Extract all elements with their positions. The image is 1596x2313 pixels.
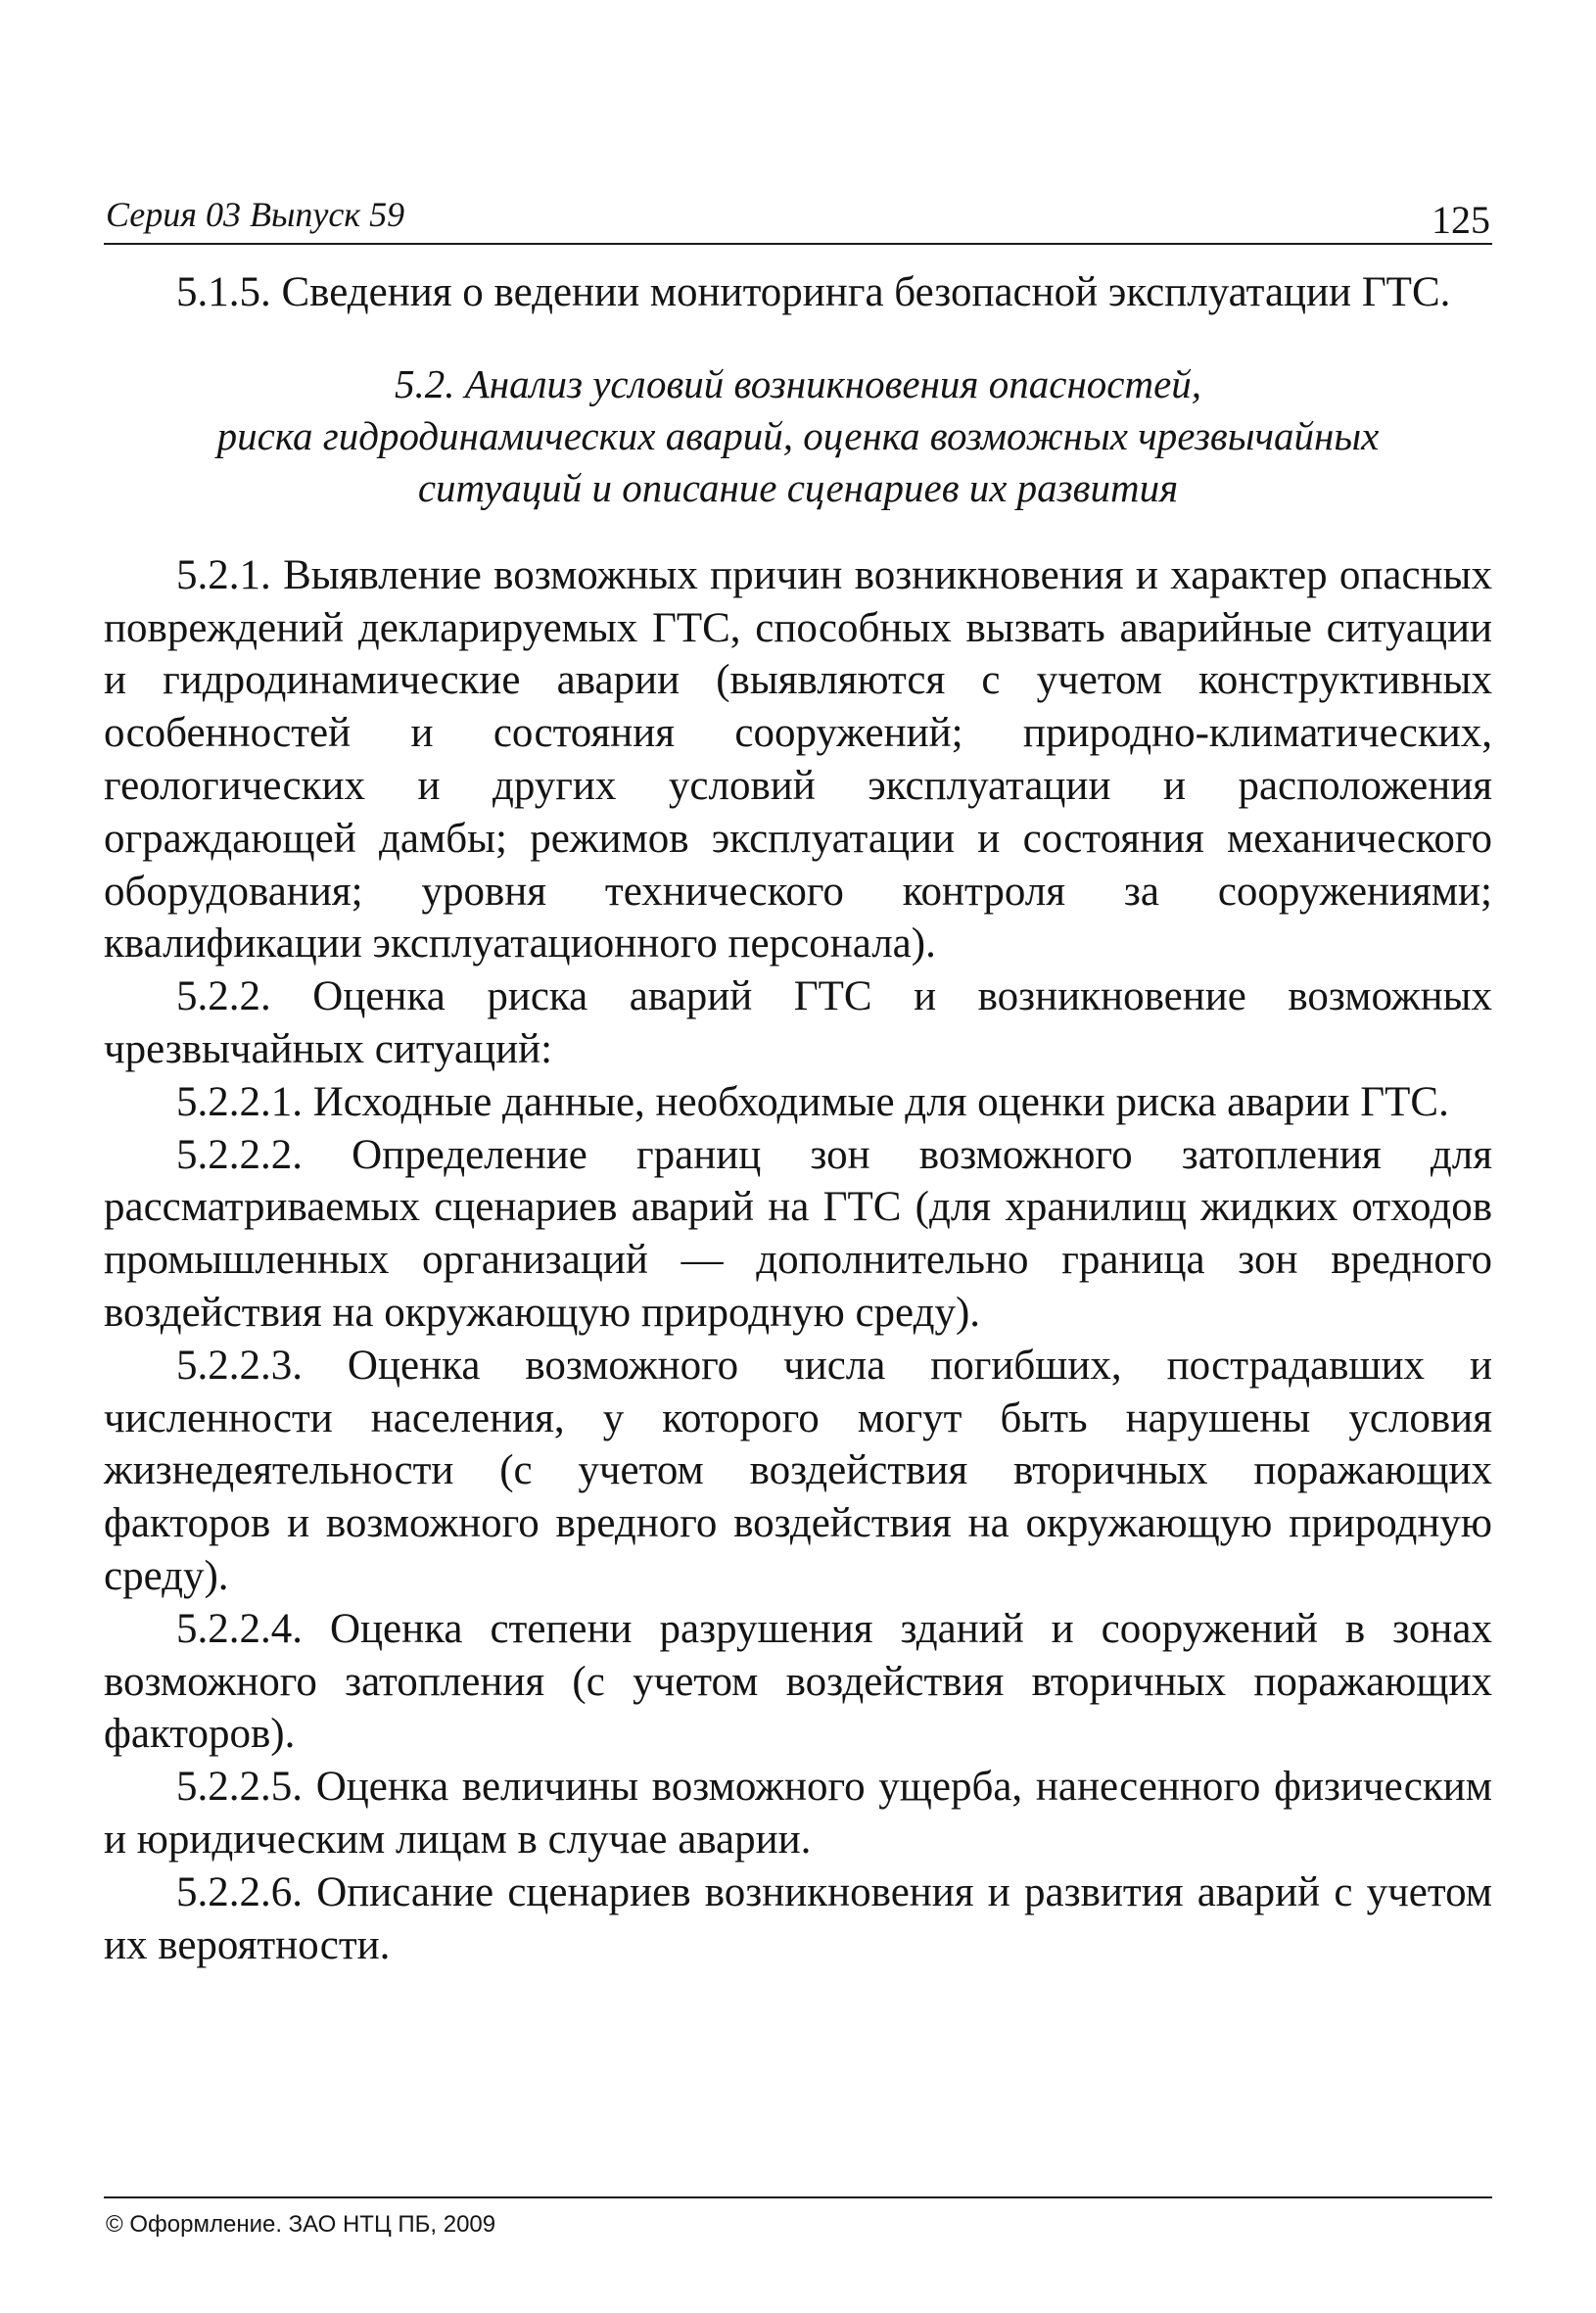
series-issue-label: Серия 03 Выпуск 59 — [106, 195, 405, 234]
page-number: 125 — [1432, 198, 1490, 242]
section-5-2-title — [104, 358, 1492, 514]
section-title-line: 5.2. Анализ условий возникновения опасностей, — [394, 360, 1202, 406]
section-title-line: риска гидродинамических аварий, оценка возможных чрезвычайных — [216, 412, 1380, 458]
page-body — [104, 266, 1492, 1971]
section-title-line: ситуаций и описание сценариев их развития — [417, 464, 1179, 510]
paragraph-5-2-2-2: 5.2.2.2. Определение границ зон возможного затопления для рассматриваемых сценариев аварий на ГТС (для хранилищ жидких отходов промышленных организаций — дополнительно граница зон вредного воздействия на окружающую природную среду). — [104, 1131, 1492, 1336]
paragraph-5-2-2: 5.2.2. Оценка риска аварий ГТС и возникновение возможных чрезвычайных ситуаций: — [104, 973, 1492, 1072]
paragraph-5-2-1: 5.2.1. Выявление возможных причин возникновения и характер опасных повреждений декларируемых ГТС, способных вызвать аварийные ситуации и гидродинамические аварии (выявляются с учетом конструктивных особенностей и состояния сооружений; природно-климатических, геологических и других условий эксплуатации и расположения ограждающей дамбы; режимов эксплуатации и состояния механического оборудования; уровня технического контроля за сооружениями; квалификации эксплуатационного персонала). — [104, 551, 1492, 968]
copyright-notice: © Оформление. ЗАО НТЦ ПБ, 2009 — [106, 2211, 496, 2238]
paragraph-5-2-2-1: 5.2.2.1. Исходные данные, необходимые для оценки риска аварии ГТС. — [176, 1078, 1449, 1125]
paragraph-5-2-2-4: 5.2.2.4. Оценка степени разрушения зданий и сооружений в зонах возможного затопления (с учетом воздействия вторичных поражающих факторов). — [104, 1605, 1492, 1758]
paragraph-5-1-5: 5.1.5. Сведения о ведении мониторинга безопасной эксплуатации ГТС. — [176, 269, 1451, 315]
running-header — [104, 192, 1492, 245]
paragraph-5-2-2-5: 5.2.2.5. Оценка величины возможного ущерба, нанесенного физическим и юридическим лицам в случае аварии. — [104, 1764, 1492, 1863]
paragraph-5-2-2-3: 5.2.2.3. Оценка возможного числа погибших, пострадавших и численности населения, у которого могут быть нарушены условия жизнедеятельности (с учетом воздействия вторичных поражающих факторов и возможного вредного воздействия на окружающую природную среду). — [104, 1342, 1492, 1599]
document-page — [104, 0, 1492, 2313]
page-footer — [104, 2196, 1492, 2238]
paragraph-5-2-2-6: 5.2.2.6. Описание сценариев возникновения и развития аварий с учетом их вероятности. — [104, 1868, 1492, 1968]
